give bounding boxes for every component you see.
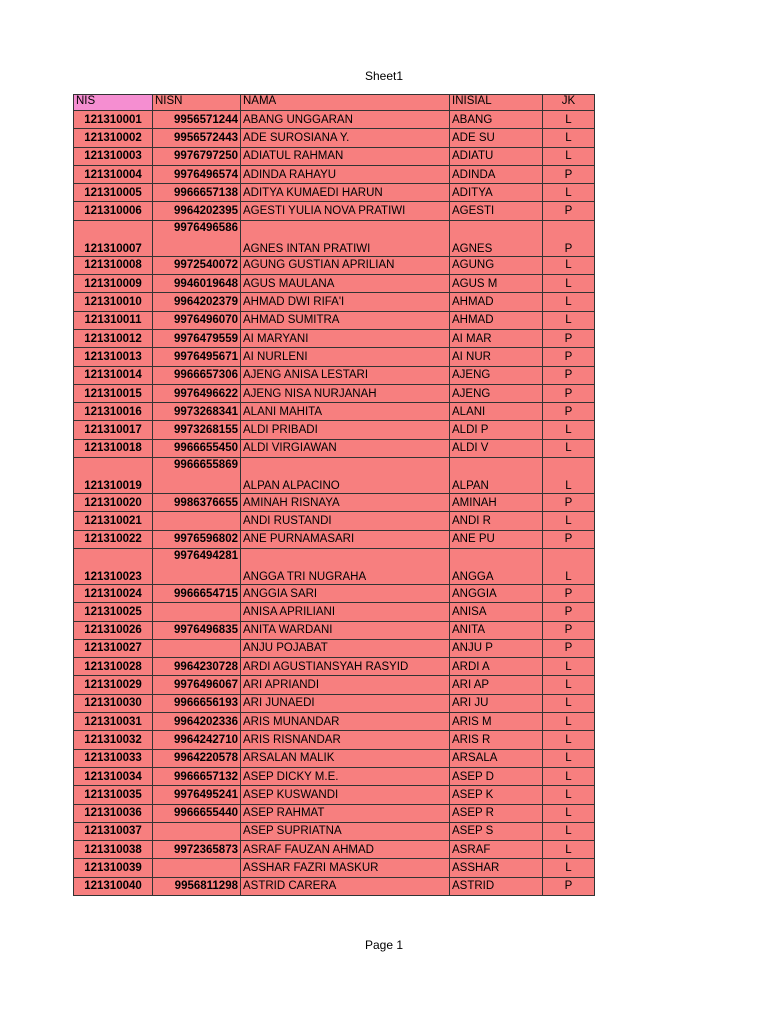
cell-nama: AI MARYANI xyxy=(241,329,450,347)
cell-nis: 121310001 xyxy=(74,111,153,129)
table-row xyxy=(74,202,595,220)
cell-inisial: ARSALA xyxy=(450,749,543,767)
cell-nama: AGUNG GUSTIAN APRILIAN xyxy=(241,256,450,274)
cell-inisial: ADITYA xyxy=(450,184,543,202)
cell-nis: 121310002 xyxy=(74,129,153,147)
cell-nama: ARIS MUNANDAR xyxy=(241,713,450,731)
cell-nama: ANE PURNAMASARI xyxy=(241,530,450,548)
cell-nis: 121310034 xyxy=(74,767,153,785)
cell-nisn: 9966655450 xyxy=(153,439,241,457)
cell-nisn: 9976495241 xyxy=(153,786,241,804)
cell-nama: ARI JUNAEDI xyxy=(241,694,450,712)
cell-nama: AMINAH RISNAYA xyxy=(241,494,450,512)
cell-inisial: AHMAD xyxy=(450,311,543,329)
cell-nis: 121310028 xyxy=(74,658,153,676)
cell-inisial: ARIS R xyxy=(450,731,543,749)
cell-nama: ALPAN ALPACINO xyxy=(241,458,450,494)
header-nisn: NISN xyxy=(153,95,241,111)
cell-nisn: 9976596802 xyxy=(153,530,241,548)
table-row xyxy=(74,804,595,822)
cell-nama: ASEP DICKY M.E. xyxy=(241,767,450,785)
cell-nis: 121310039 xyxy=(74,859,153,877)
table-row xyxy=(74,584,595,602)
cell-nisn: 9966655440 xyxy=(153,804,241,822)
cell-inisial: AGNES xyxy=(450,220,543,256)
cell-nisn: 9966656193 xyxy=(153,694,241,712)
table-row xyxy=(74,530,595,548)
table-row xyxy=(74,548,595,584)
cell-jk: L xyxy=(543,512,595,530)
table-row xyxy=(74,749,595,767)
cell-nis: 121310017 xyxy=(74,421,153,439)
cell-inisial: ALDI P xyxy=(450,421,543,439)
cell-jk: P xyxy=(543,220,595,256)
sheet-title: Sheet1 xyxy=(364,69,404,83)
cell-jk: L xyxy=(543,731,595,749)
table-row xyxy=(74,458,595,494)
cell-nama: ADITYA KUMAEDI HARUN xyxy=(241,184,450,202)
cell-nis: 121310008 xyxy=(74,256,153,274)
cell-inisial: AHMAD xyxy=(450,293,543,311)
cell-nama: ADINDA RAHAYU xyxy=(241,165,450,183)
cell-jk: P xyxy=(543,530,595,548)
cell-nisn xyxy=(153,512,241,530)
cell-nis: 121310013 xyxy=(74,348,153,366)
cell-jk: L xyxy=(543,713,595,731)
cell-nisn: 9986376655 xyxy=(153,494,241,512)
cell-nisn: 9966657132 xyxy=(153,767,241,785)
table-row xyxy=(74,512,595,530)
cell-jk: P xyxy=(543,639,595,657)
cell-inisial: ARIS M xyxy=(450,713,543,731)
cell-jk: L xyxy=(543,548,595,584)
cell-jk: L xyxy=(543,293,595,311)
cell-nisn: 9956571244 xyxy=(153,111,241,129)
table-row xyxy=(74,639,595,657)
cell-nisn xyxy=(153,822,241,840)
cell-nis: 121310036 xyxy=(74,804,153,822)
table-row xyxy=(74,859,595,877)
cell-nisn: 9976797250 xyxy=(153,147,241,165)
cell-nama: AGESTI YULIA NOVA PRATIWI xyxy=(241,202,450,220)
cell-nis: 121310023 xyxy=(74,548,153,584)
cell-nama: ANDI RUSTANDI xyxy=(241,512,450,530)
cell-nis: 121310025 xyxy=(74,603,153,621)
cell-nama: ANISA APRILIANI xyxy=(241,603,450,621)
cell-nis: 121310029 xyxy=(74,676,153,694)
table-row xyxy=(74,603,595,621)
cell-nis: 121310003 xyxy=(74,147,153,165)
table-row xyxy=(74,822,595,840)
cell-nama: ASEP RAHMAT xyxy=(241,804,450,822)
cell-nis: 121310033 xyxy=(74,749,153,767)
cell-inisial: ADE SU xyxy=(450,129,543,147)
cell-inisial: AI MAR xyxy=(450,329,543,347)
cell-nis: 121310035 xyxy=(74,786,153,804)
table-row xyxy=(74,129,595,147)
cell-nisn: 9964202395 xyxy=(153,202,241,220)
cell-jk: P xyxy=(543,348,595,366)
cell-inisial: ANITA xyxy=(450,621,543,639)
cell-jk: L xyxy=(543,275,595,293)
cell-nisn: 9976496067 xyxy=(153,676,241,694)
cell-jk: L xyxy=(543,786,595,804)
table-body xyxy=(74,111,595,896)
cell-jk: L xyxy=(543,749,595,767)
cell-inisial: ABANG xyxy=(450,111,543,129)
page-footer: Page 1 xyxy=(364,938,404,952)
cell-nisn: 9956811298 xyxy=(153,877,241,895)
cell-inisial: ANGGIA xyxy=(450,584,543,602)
cell-jk: L xyxy=(543,256,595,274)
cell-nama: ASTRID CARERA xyxy=(241,877,450,895)
cell-nama: ADIATUL RAHMAN xyxy=(241,147,450,165)
cell-nama: ARSALAN MALIK xyxy=(241,749,450,767)
cell-nisn: 9966655869 xyxy=(153,458,241,494)
table-row xyxy=(74,256,595,274)
table-row xyxy=(74,348,595,366)
cell-jk: L xyxy=(543,694,595,712)
cell-nisn: 9976494281 xyxy=(153,548,241,584)
cell-inisial: ALPAN xyxy=(450,458,543,494)
cell-nama: AGUS MAULANA xyxy=(241,275,450,293)
cell-inisial: ARI AP xyxy=(450,676,543,694)
cell-nis: 121310004 xyxy=(74,165,153,183)
cell-inisial: ALANI xyxy=(450,403,543,421)
table-row xyxy=(74,421,595,439)
cell-jk: P xyxy=(543,877,595,895)
cell-inisial: ASEP R xyxy=(450,804,543,822)
cell-nisn: 9972540072 xyxy=(153,256,241,274)
cell-nisn: 9964202379 xyxy=(153,293,241,311)
cell-inisial: AGUNG xyxy=(450,256,543,274)
cell-inisial: ASSHAR xyxy=(450,859,543,877)
cell-inisial: ASRAF xyxy=(450,841,543,859)
cell-nis: 121310010 xyxy=(74,293,153,311)
cell-jk: P xyxy=(543,403,595,421)
cell-jk: L xyxy=(543,767,595,785)
cell-jk: L xyxy=(543,111,595,129)
cell-jk: P xyxy=(543,603,595,621)
cell-nisn: 9946019648 xyxy=(153,275,241,293)
cell-nama: ASEP SUPRIATNA xyxy=(241,822,450,840)
cell-nis: 121310031 xyxy=(74,713,153,731)
cell-jk: L xyxy=(543,822,595,840)
cell-nama: AHMAD DWI RIFA'I xyxy=(241,293,450,311)
cell-nis: 121310018 xyxy=(74,439,153,457)
cell-nisn: 9966654715 xyxy=(153,584,241,602)
cell-jk: L xyxy=(543,129,595,147)
table-row xyxy=(74,165,595,183)
cell-jk: P xyxy=(543,329,595,347)
table-row xyxy=(74,275,595,293)
cell-nisn xyxy=(153,859,241,877)
cell-nama: AI NURLENI xyxy=(241,348,450,366)
table-row xyxy=(74,658,595,676)
cell-nis: 121310022 xyxy=(74,530,153,548)
cell-nama: ALDI VIRGIAWAN xyxy=(241,439,450,457)
cell-nisn: 9976496586 xyxy=(153,220,241,256)
cell-inisial: AMINAH xyxy=(450,494,543,512)
cell-nis: 121310021 xyxy=(74,512,153,530)
cell-jk: P xyxy=(543,384,595,402)
cell-nis: 121310030 xyxy=(74,694,153,712)
cell-inisial: ANGGA xyxy=(450,548,543,584)
cell-nisn: 9976496835 xyxy=(153,621,241,639)
table-row xyxy=(74,293,595,311)
cell-nisn xyxy=(153,639,241,657)
cell-jk: L xyxy=(543,458,595,494)
table-row xyxy=(74,767,595,785)
cell-jk: L xyxy=(543,439,595,457)
cell-jk: L xyxy=(543,147,595,165)
cell-nis: 121310020 xyxy=(74,494,153,512)
table-row xyxy=(74,786,595,804)
cell-jk: L xyxy=(543,859,595,877)
cell-inisial: AJENG xyxy=(450,366,543,384)
cell-jk: L xyxy=(543,311,595,329)
cell-nis: 121310037 xyxy=(74,822,153,840)
cell-nisn: 9964202336 xyxy=(153,713,241,731)
cell-inisial: AI NUR xyxy=(450,348,543,366)
header-nama: NAMA xyxy=(241,95,450,111)
cell-jk: P xyxy=(543,366,595,384)
cell-nama: ARI APRIANDI xyxy=(241,676,450,694)
cell-nis: 121310005 xyxy=(74,184,153,202)
cell-nisn: 9966657138 xyxy=(153,184,241,202)
cell-nisn: 9966657306 xyxy=(153,366,241,384)
cell-nis: 121310014 xyxy=(74,366,153,384)
table-row xyxy=(74,111,595,129)
cell-nis: 121310040 xyxy=(74,877,153,895)
cell-nisn: 9964230728 xyxy=(153,658,241,676)
table-row xyxy=(74,877,595,895)
cell-nama: ALANI MAHITA xyxy=(241,403,450,421)
cell-nis: 121310024 xyxy=(74,584,153,602)
header-inisial: INISIAL xyxy=(450,95,543,111)
cell-inisial: ASEP S xyxy=(450,822,543,840)
header-row xyxy=(74,95,595,111)
table-row xyxy=(74,694,595,712)
table-row xyxy=(74,366,595,384)
cell-inisial: ASTRID xyxy=(450,877,543,895)
cell-nama: ASRAF FAUZAN AHMAD xyxy=(241,841,450,859)
cell-nis: 121310019 xyxy=(74,458,153,494)
table-row xyxy=(74,731,595,749)
cell-nisn: 9976496622 xyxy=(153,384,241,402)
table-row xyxy=(74,439,595,457)
table-row xyxy=(74,494,595,512)
cell-jk: L xyxy=(543,676,595,694)
cell-jk: P xyxy=(543,621,595,639)
cell-nis: 121310026 xyxy=(74,621,153,639)
cell-nisn: 9976495671 xyxy=(153,348,241,366)
cell-nis: 121310007 xyxy=(74,220,153,256)
cell-nama: ANITA WARDANI xyxy=(241,621,450,639)
cell-inisial: ANDI R xyxy=(450,512,543,530)
cell-nis: 121310027 xyxy=(74,639,153,657)
cell-inisial: AJENG xyxy=(450,384,543,402)
cell-nisn: 9976479559 xyxy=(153,329,241,347)
cell-nis: 121310011 xyxy=(74,311,153,329)
student-table xyxy=(73,94,595,896)
cell-jk: P xyxy=(543,165,595,183)
cell-inisial: ASEP K xyxy=(450,786,543,804)
cell-nama: ANGGA TRI NUGRAHA xyxy=(241,548,450,584)
cell-nisn xyxy=(153,603,241,621)
cell-jk: L xyxy=(543,804,595,822)
table-row xyxy=(74,403,595,421)
cell-nisn: 9973268341 xyxy=(153,403,241,421)
cell-nis: 121310006 xyxy=(74,202,153,220)
cell-nis: 121310038 xyxy=(74,841,153,859)
cell-inisial: ADINDA xyxy=(450,165,543,183)
cell-inisial: ALDI V xyxy=(450,439,543,457)
cell-nama: ABANG UNGGARAN xyxy=(241,111,450,129)
cell-nama: ANJU POJABAT xyxy=(241,639,450,657)
table-row xyxy=(74,220,595,256)
cell-nama: AHMAD SUMITRA xyxy=(241,311,450,329)
cell-inisial: AGUS M xyxy=(450,275,543,293)
table-row xyxy=(74,184,595,202)
cell-nama: ASSHAR FAZRI MASKUR xyxy=(241,859,450,877)
cell-inisial: AGESTI xyxy=(450,202,543,220)
cell-nis: 121310009 xyxy=(74,275,153,293)
cell-inisial: ARI JU xyxy=(450,694,543,712)
cell-nisn: 9956572443 xyxy=(153,129,241,147)
header-nis: NIS xyxy=(74,95,153,111)
cell-jk: P xyxy=(543,494,595,512)
table-row xyxy=(74,621,595,639)
cell-nama: AJENG ANISA LESTARI xyxy=(241,366,450,384)
cell-nama: ANGGIA SARI xyxy=(241,584,450,602)
cell-inisial: ANJU P xyxy=(450,639,543,657)
cell-nisn: 9973268155 xyxy=(153,421,241,439)
table-row xyxy=(74,147,595,165)
cell-nisn: 9964220578 xyxy=(153,749,241,767)
cell-nisn: 9976496070 xyxy=(153,311,241,329)
table-row xyxy=(74,311,595,329)
table-row xyxy=(74,676,595,694)
table-row xyxy=(74,384,595,402)
cell-jk: P xyxy=(543,584,595,602)
cell-nama: ASEP KUSWANDI xyxy=(241,786,450,804)
cell-nis: 121310015 xyxy=(74,384,153,402)
table-row xyxy=(74,329,595,347)
cell-nis: 121310016 xyxy=(74,403,153,421)
cell-nama: AJENG NISA NURJANAH xyxy=(241,384,450,402)
cell-nama: ALDI PRIBADI xyxy=(241,421,450,439)
cell-jk: P xyxy=(543,202,595,220)
table-row xyxy=(74,841,595,859)
header-jk: JK xyxy=(543,95,595,111)
cell-inisial: ANE PU xyxy=(450,530,543,548)
cell-nisn: 9972365873 xyxy=(153,841,241,859)
cell-jk: L xyxy=(543,421,595,439)
cell-nama: ARIS RISNANDAR xyxy=(241,731,450,749)
cell-inisial: ADIATU xyxy=(450,147,543,165)
cell-nisn: 9976496574 xyxy=(153,165,241,183)
cell-nis: 121310032 xyxy=(74,731,153,749)
cell-nisn: 9964242710 xyxy=(153,731,241,749)
cell-nama: AGNES INTAN PRATIWI xyxy=(241,220,450,256)
cell-jk: L xyxy=(543,184,595,202)
cell-inisial: ANISA xyxy=(450,603,543,621)
cell-nama: ADE SUROSIANA Y. xyxy=(241,129,450,147)
cell-nis: 121310012 xyxy=(74,329,153,347)
cell-jk: L xyxy=(543,658,595,676)
table-row xyxy=(74,713,595,731)
cell-inisial: ARDI A xyxy=(450,658,543,676)
cell-nama: ARDI AGUSTIANSYAH RASYID xyxy=(241,658,450,676)
cell-jk: L xyxy=(543,841,595,859)
cell-inisial: ASEP D xyxy=(450,767,543,785)
